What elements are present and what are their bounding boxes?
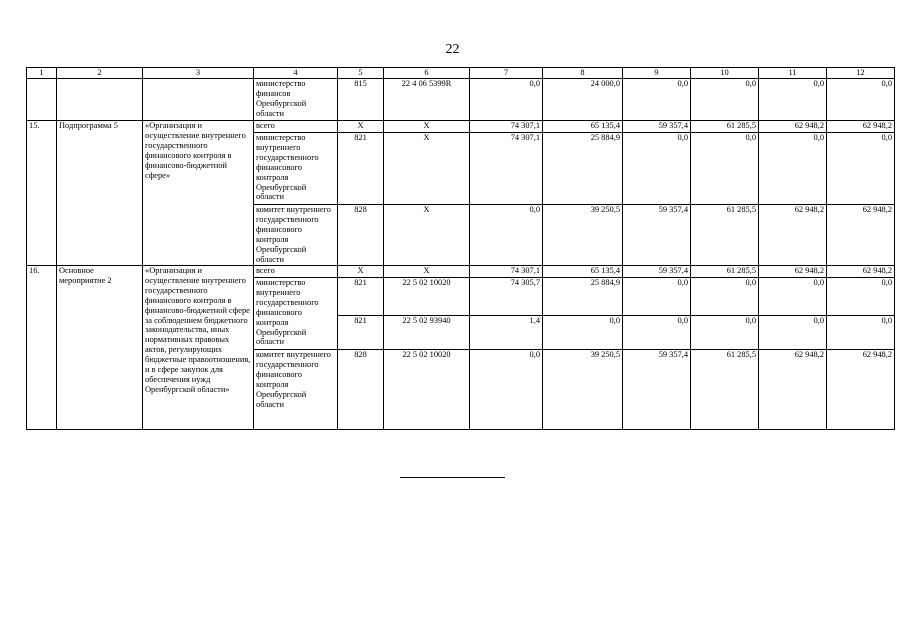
cell-value: 0,0: [827, 278, 895, 316]
header-cell: 5: [338, 68, 384, 79]
cell-grbs: 821: [338, 278, 384, 316]
cell-value: 1,4: [470, 316, 543, 350]
cell-value: 0,0: [691, 79, 759, 121]
cell-value: 0,0: [827, 316, 895, 350]
cell-kbk: 22 5 02 93940: [384, 316, 470, 350]
cell-value: 65 135,4: [543, 121, 623, 133]
cell-grbs: Х: [338, 121, 384, 133]
page-number: 22: [445, 42, 460, 57]
cell-kbk: Х: [384, 205, 470, 266]
cell-value: 62 948,2: [759, 205, 827, 266]
cell-number: 16.: [27, 266, 57, 430]
header-cell: 8: [543, 68, 623, 79]
cell-value: 0,0: [691, 316, 759, 350]
cell-value: 0,0: [623, 278, 691, 316]
cell-value: 0,0: [691, 133, 759, 205]
cell-value: 25 884,9: [543, 133, 623, 205]
cell-executor: министерство внутреннего государственного финансового контроля Оренбургской области: [254, 133, 338, 205]
table-row: [27, 266, 895, 278]
cell-executor: всего: [254, 121, 338, 133]
header-cell: 11: [759, 68, 827, 79]
header-cell: 3: [143, 68, 254, 79]
cell-value: 39 250,5: [543, 350, 623, 430]
cell-value: 61 285,5: [691, 266, 759, 278]
cell-value: 59 357,4: [623, 350, 691, 430]
cell-value: 74 307,1: [470, 133, 543, 205]
cell-value: 61 285,5: [691, 121, 759, 133]
header-cell: 2: [57, 68, 143, 79]
cell-value: 61 285,5: [691, 350, 759, 430]
cell-kbk: Х: [384, 133, 470, 205]
header-cell: 10: [691, 68, 759, 79]
cell-value: 74 307,1: [470, 266, 543, 278]
table-row: [27, 121, 895, 133]
cell-program-name: «Организация и осуществление внутреннего государственного финансового контроля в финансово-бюджетной сфере»: [143, 121, 254, 266]
cell-executor: всего: [254, 266, 338, 278]
cell-value: 0,0: [759, 278, 827, 316]
cell-executor: комитет внутреннего государственного финансового контроля Оренбургской области: [254, 205, 338, 266]
cell-kbk: 22 4 06 5399R: [384, 79, 470, 121]
cell-kbk: Х: [384, 266, 470, 278]
cell-value: 62 948,2: [827, 205, 895, 266]
cell-number: 15.: [27, 121, 57, 266]
cell-grbs: 821: [338, 133, 384, 205]
cell-value: 0,0: [470, 79, 543, 121]
cell-value: 0,0: [623, 133, 691, 205]
header-cell: 4: [254, 68, 338, 79]
cell-executor: министерство внутреннего государственного финансового контроля Оренбургской области: [254, 278, 338, 350]
cell-value: 62 948,2: [759, 121, 827, 133]
cell-executor: комитет внутреннего государственного финансового контроля Оренбургской области: [254, 350, 338, 430]
header-cell: 1: [27, 68, 57, 79]
cell-value: 0,0: [623, 316, 691, 350]
cell-value: 39 250,5: [543, 205, 623, 266]
table-row: [27, 79, 895, 121]
cell-status: [57, 79, 143, 121]
cell-value: 0,0: [827, 79, 895, 121]
cell-value: 0,0: [827, 133, 895, 205]
header-row: [27, 68, 895, 79]
cell-executor: министерство финансов Оренбургской области: [254, 79, 338, 121]
cell-value: 0,0: [470, 205, 543, 266]
cell-value: 65 135,4: [543, 266, 623, 278]
separator-line: [400, 477, 505, 478]
cell-value: 0,0: [759, 316, 827, 350]
cell-number: [27, 79, 57, 121]
cell-grbs: 828: [338, 350, 384, 430]
cell-grbs: 815: [338, 79, 384, 121]
cell-value: 0,0: [543, 316, 623, 350]
cell-kbk: Х: [384, 121, 470, 133]
header-cell: 6: [384, 68, 470, 79]
cell-status: Подпрограмма 5: [57, 121, 143, 266]
cell-value: 0,0: [470, 350, 543, 430]
cell-program-name: «Организация и осуществление внутреннего государственного финансового контроля в финансово-бюджетной сфере за соблюдением бюджетного законодательства, иных нормативных правовых актов, регулирующих бюджетные правоотношения, и в сфере закупок для обеспечения нужд Оренбургской области»: [143, 266, 254, 430]
cell-grbs: 828: [338, 205, 384, 266]
header-cell: 12: [827, 68, 895, 79]
cell-value: 0,0: [623, 79, 691, 121]
cell-program-name: [143, 79, 254, 121]
header-cell: 9: [623, 68, 691, 79]
cell-value: 74 307,1: [470, 121, 543, 133]
header-cell: 7: [470, 68, 543, 79]
cell-kbk: 22 5 02 10020: [384, 350, 470, 430]
cell-value: 62 948,2: [827, 350, 895, 430]
cell-value: 62 948,2: [759, 350, 827, 430]
cell-value: 0,0: [691, 278, 759, 316]
cell-value: 25 884,9: [543, 278, 623, 316]
cell-value: 0,0: [759, 133, 827, 205]
cell-value: 59 357,4: [623, 121, 691, 133]
cell-grbs: 821: [338, 316, 384, 350]
cell-grbs: Х: [338, 266, 384, 278]
cell-value: 24 000,0: [543, 79, 623, 121]
cell-value: 74 305,7: [470, 278, 543, 316]
cell-kbk: 22 5 02 10020: [384, 278, 470, 316]
cell-value: 59 357,4: [623, 266, 691, 278]
cell-value: 59 357,4: [623, 205, 691, 266]
cell-value: 62 948,2: [827, 121, 895, 133]
cell-value: 62 948,2: [827, 266, 895, 278]
budget-table: [26, 67, 895, 430]
cell-value: 61 285,5: [691, 205, 759, 266]
cell-status: Основное мероприятие 2: [57, 266, 143, 430]
cell-value: 0,0: [759, 79, 827, 121]
cell-value: 62 948,2: [759, 266, 827, 278]
